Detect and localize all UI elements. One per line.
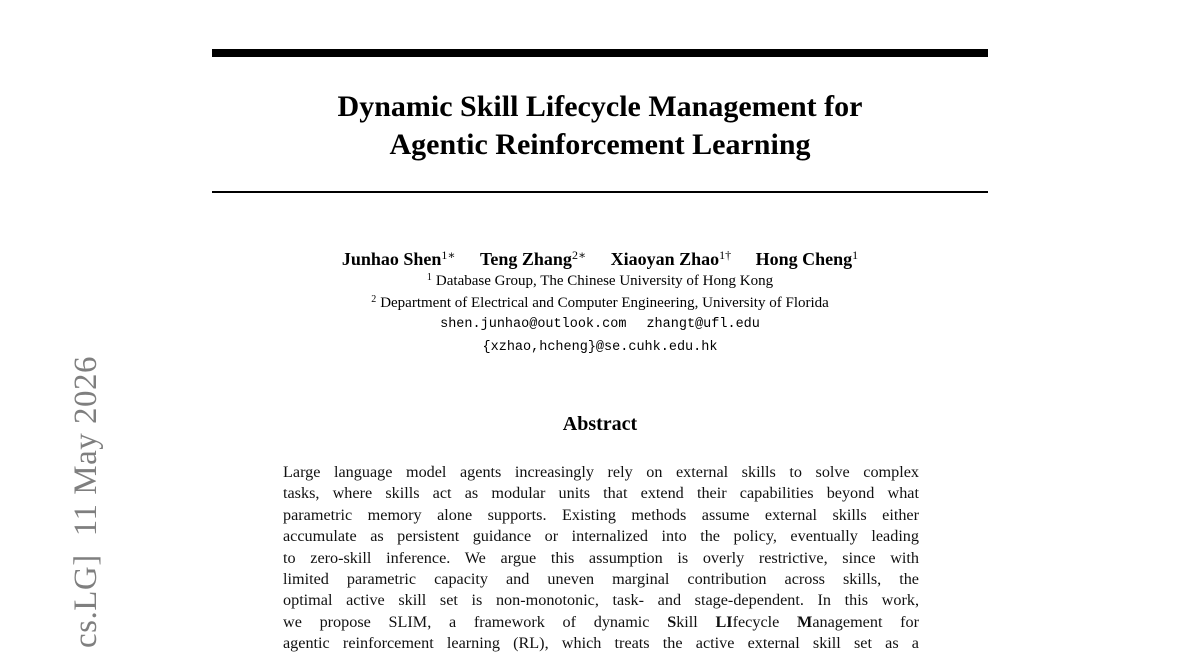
email-line-1 (212, 316, 988, 334)
acronym-letter: LI (715, 612, 733, 631)
author-mark: 1 (852, 248, 859, 262)
title-bottom-rule (212, 191, 988, 193)
title-line-2: Agentic Reinforcement Learning (389, 128, 811, 161)
abstract-line: limited parametric capacity and uneven marginal contribution across skills, the (283, 569, 919, 588)
affiliation-text: Database Group, The Chinese University of Hong Kong (435, 273, 774, 289)
abstract-line: tasks, where skills act as modular units that extend their capabilities beyond what (283, 484, 919, 503)
author-3 (611, 249, 732, 269)
acronym-letter: S (667, 612, 677, 631)
title-line-1: Dynamic Skill Lifecycle Management for (337, 90, 863, 123)
author-2 (480, 249, 586, 269)
affiliation-mark: 1 (426, 272, 432, 283)
email-line-2 (212, 339, 988, 357)
affiliation-1 (212, 272, 988, 291)
email-link[interactable]: shen.junhao@outlook.com (440, 317, 627, 332)
abstract-text: fecycle (732, 612, 798, 631)
abstract-line: to zero-skill inference. We argue this assumption is overly restrictive, since with (283, 548, 919, 567)
paper-title (212, 88, 988, 164)
acronym-letter: M (797, 612, 813, 631)
abstract-body (283, 462, 919, 655)
abstract-line: parametric memory alone supports. Existing methods assume external skills either (283, 505, 919, 524)
abstract-line: Large language model agents increasingly rely on external skills to solve complex (283, 463, 919, 481)
abstract-text: kill (676, 612, 716, 631)
author-mark: 2∗ (571, 248, 587, 262)
abstract-line-slim (283, 612, 919, 633)
abstract-text: we propose SLIM, a framework of dynamic (283, 612, 668, 631)
author-mark: 1∗ (441, 248, 456, 262)
email-link[interactable]: {xzhao,hcheng}@se.cuhk.edu.hk (482, 340, 718, 355)
author-4 (756, 249, 859, 269)
author-1 (342, 249, 456, 269)
abstract-line: agentic reinforcement learning (RL), which treats the active external skill set as a (283, 634, 919, 653)
author-mark: 1† (719, 248, 732, 262)
author-name: Teng Zhang (480, 249, 572, 269)
abstract-text: anagement for (812, 612, 920, 631)
author-name: Xiaoyan Zhao (610, 249, 720, 269)
arxiv-side-stamp (68, 356, 105, 648)
affiliation-mark: 2 (371, 294, 377, 305)
email-link[interactable]: zhangt@ufl.edu (646, 317, 760, 332)
author-name: Hong Cheng (755, 249, 853, 269)
abstract-heading: Abstract (562, 413, 638, 435)
arxiv-category: cs.LG] (68, 554, 104, 648)
abstract-line: accumulate as persistent guidance or internalized into the policy, eventually leading (283, 527, 919, 546)
author-list (212, 248, 988, 270)
affiliation-text: Department of Electrical and Computer Engineering, University of Florida (380, 295, 829, 311)
author-name: Junhao Shen (341, 249, 442, 269)
title-top-rule (212, 49, 988, 57)
abstract-line: optimal active skill set is non-monotonic, task- and stage-dependent. In this work, (283, 591, 919, 610)
affiliation-2 (212, 294, 988, 313)
arxiv-date: 11 May 2026 (68, 356, 104, 537)
